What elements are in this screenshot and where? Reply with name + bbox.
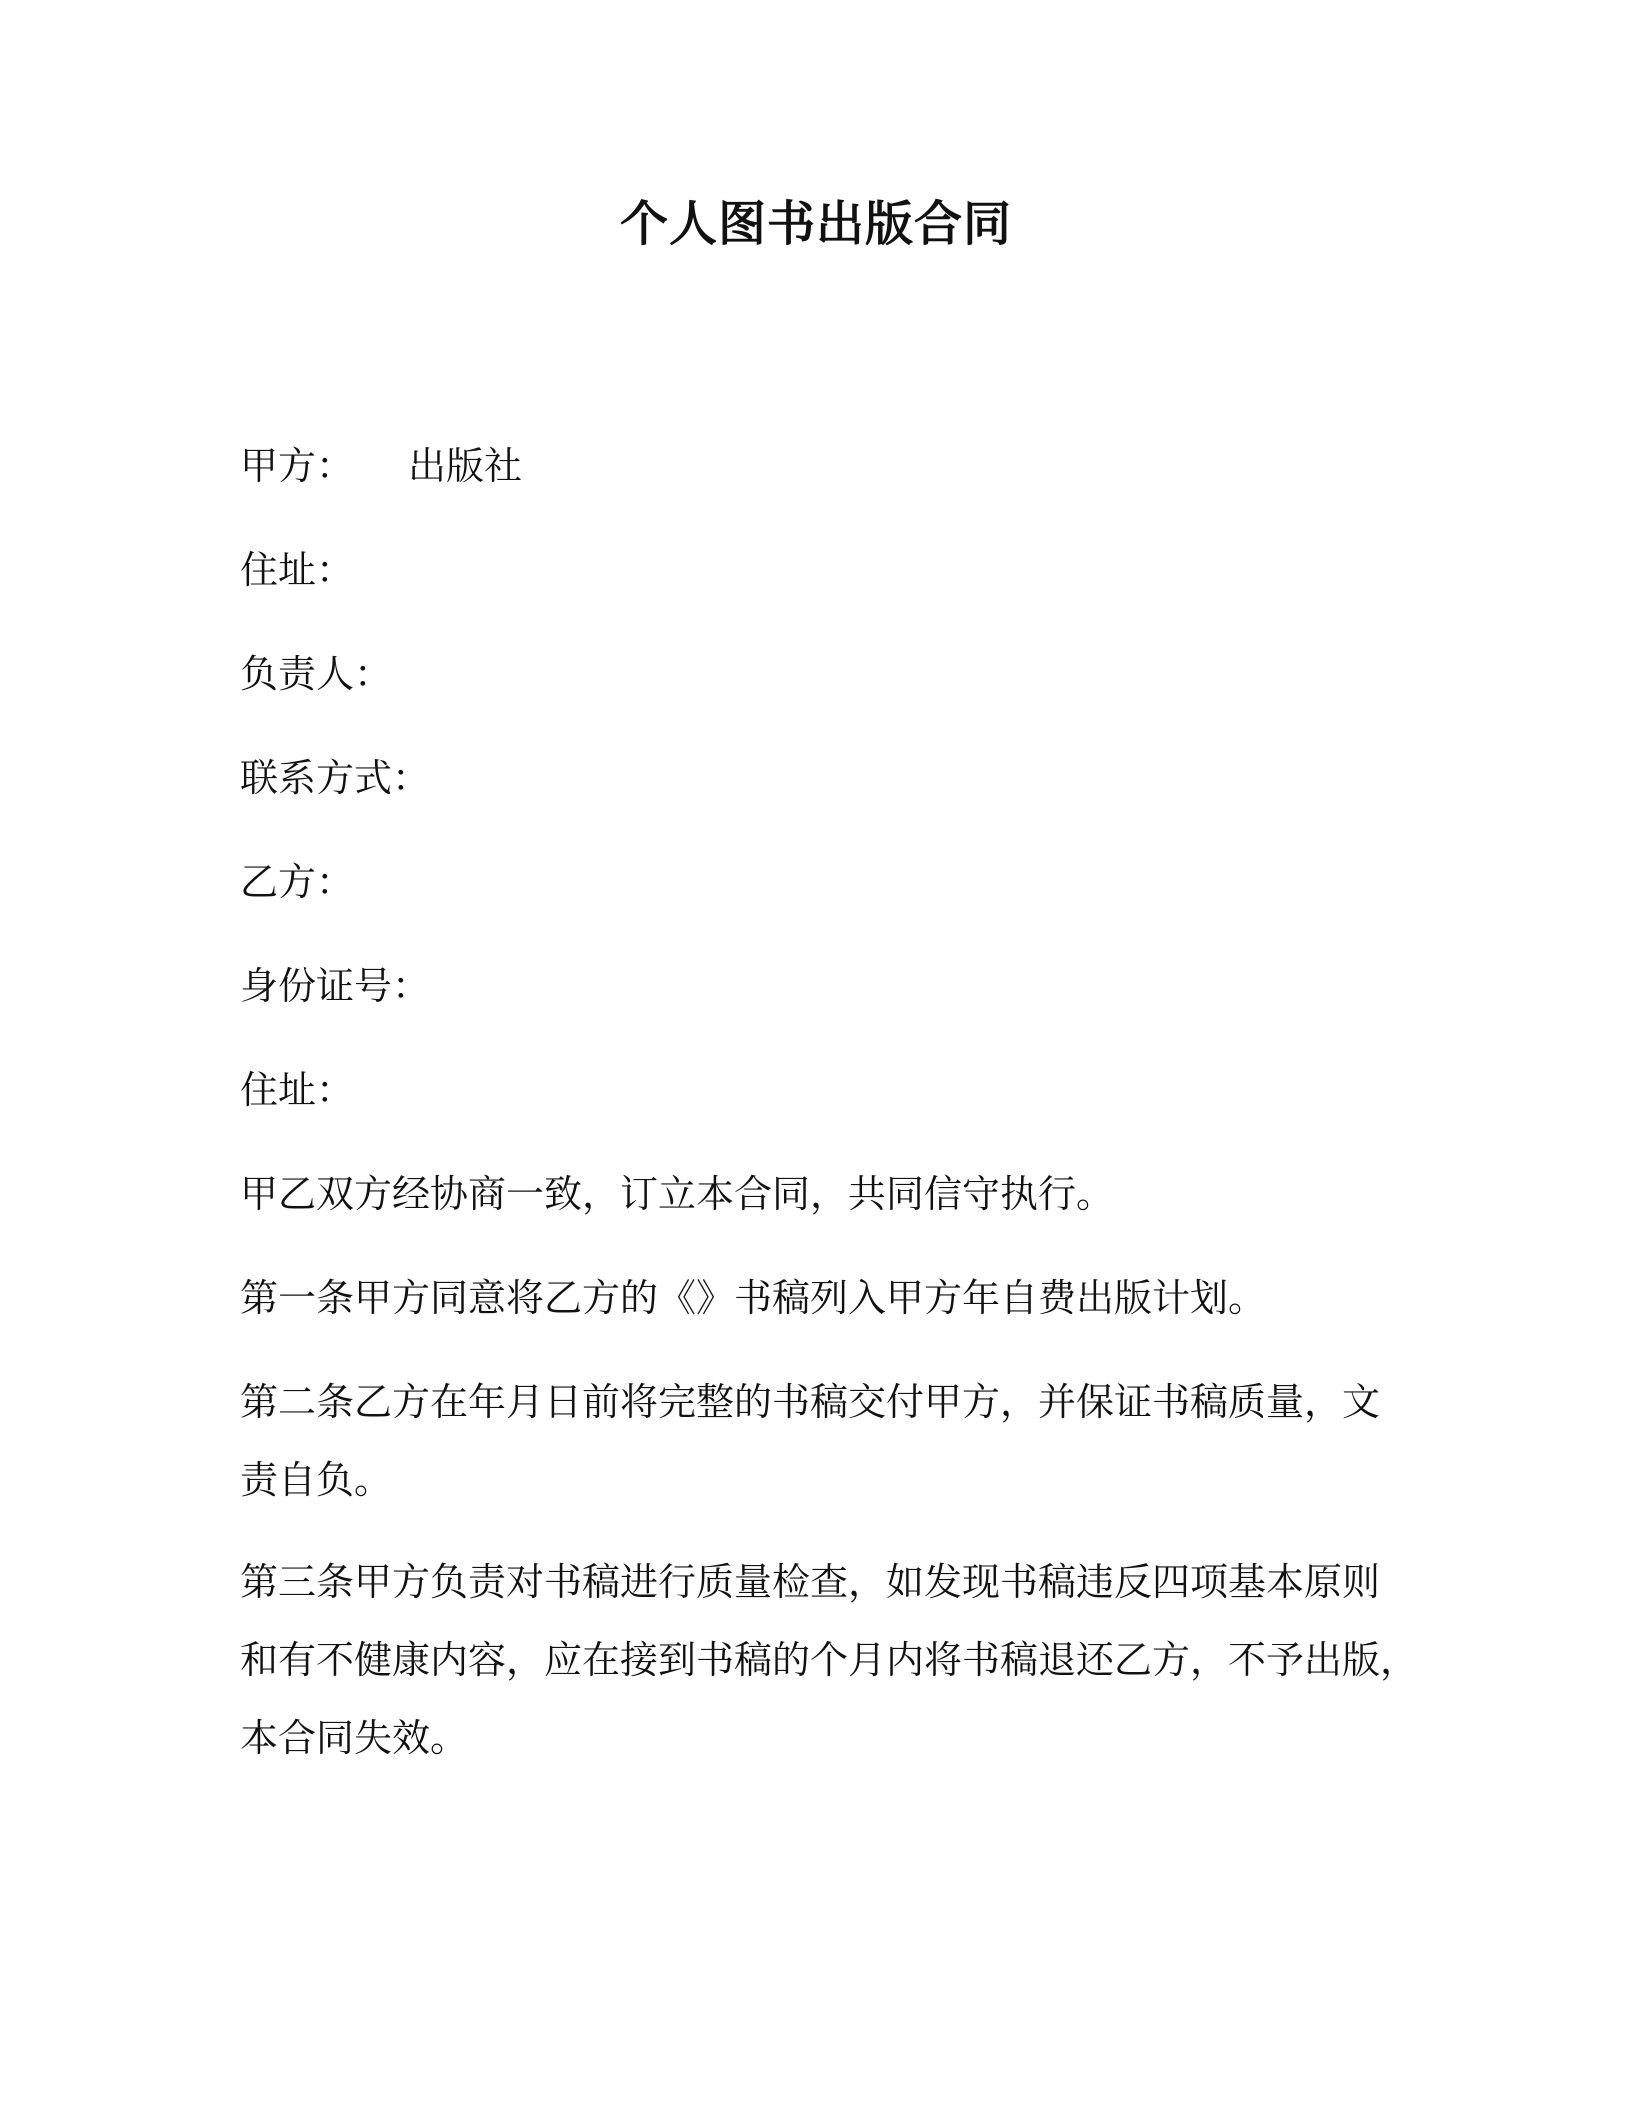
party-b-label: 乙方： (240, 860, 355, 904)
document-title: 个人图书出版合同 (619, 196, 1012, 252)
party-b-address-label: 住址： (240, 1068, 355, 1112)
party-a-address-label: 住址： (240, 548, 355, 592)
party-a-value: 出版社 (408, 444, 523, 488)
article-3-line-3: 本合同失效。 (240, 1716, 469, 1760)
article-2-line-1: 第二条乙方在年月日前将完整的书稿交付甲方，并保证书稿质量，文 (240, 1380, 1381, 1424)
intro-paragraph: 甲乙双方经协商一致，订立本合同，共同信守执行。 (240, 1172, 1115, 1216)
party-a-responsible-label: 负责人： (240, 652, 393, 696)
article-3-line-1: 第三条甲方负责对书稿进行质量检查，如发现书稿违反四项基本原则 (240, 1560, 1381, 1604)
party-a-line (240, 440, 522, 492)
party-a-contact-label: 联系方式： (240, 756, 431, 800)
article-1: 第一条甲方同意将乙方的《》书稿列入甲方年自费出版计划。 (240, 1276, 1267, 1320)
article-3-line-2: 和有不健康内容，应在接到书稿的个月内将书稿退还乙方，不予出版， (240, 1638, 1419, 1682)
party-b-id-label: 身份证号： (240, 964, 431, 1008)
party-a-label: 甲方： (240, 444, 355, 488)
article-2-line-2: 责自负。 (240, 1458, 393, 1502)
